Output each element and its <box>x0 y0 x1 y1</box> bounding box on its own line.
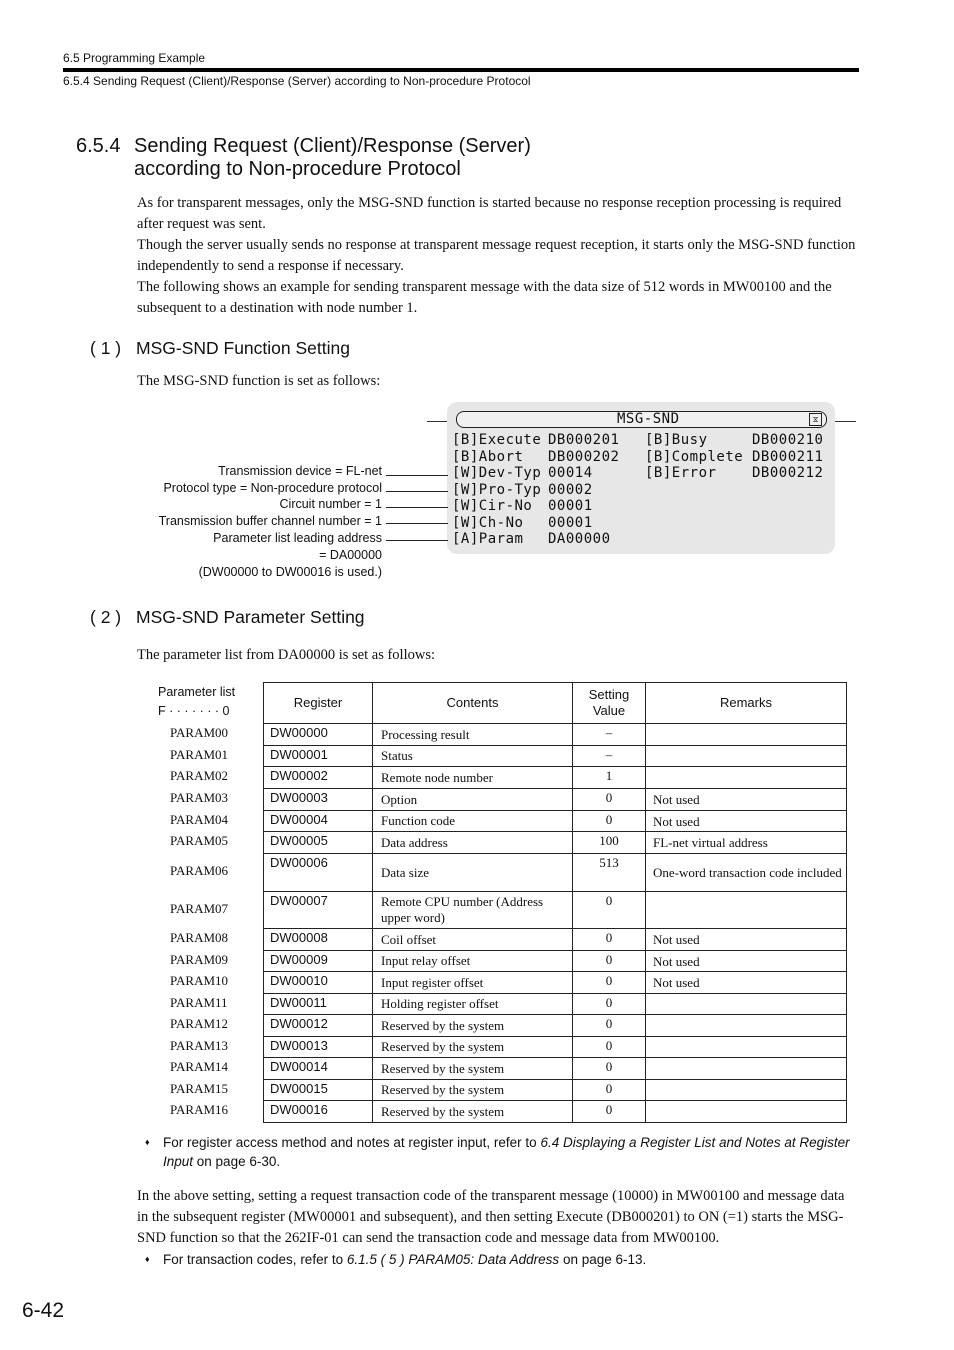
setting-value-cell: 0 <box>573 951 646 972</box>
msg-snd-function-block <box>447 402 835 554</box>
table-row <box>264 892 847 929</box>
label-param-list-range: (DW00000 to DW00016 is used.) <box>198 565 382 579</box>
table-row <box>264 994 847 1015</box>
parameter-list-header-bits: F · · · · · · · 0 <box>158 704 230 718</box>
note-reference: 6.1.5 ( 5 ) PARAM05: Data Address <box>346 1252 560 1267</box>
fb-row-0-right-value: DB000210 <box>752 432 824 448</box>
remarks-cell: Not used <box>646 972 847 994</box>
parameter-list-header <box>158 683 235 721</box>
table-row <box>264 1015 847 1037</box>
register-cell: DW00011 <box>264 994 373 1015</box>
contents-cell: Remote node number <box>373 767 573 789</box>
setting-value-cell: 100 <box>573 832 646 854</box>
contents-cell: Remote CPU number (Address upper word) <box>373 892 573 929</box>
table-row <box>264 1101 847 1123</box>
remarks-cell <box>646 1080 847 1101</box>
label-transmission-device: Transmission device = FL-net <box>218 464 382 478</box>
subsection-number-1: ( 1 ) <box>90 338 122 358</box>
fb-row-2-right-value: DB000212 <box>752 465 824 481</box>
parameter-name: PARAM13 <box>170 1038 229 1053</box>
parameter-name: PARAM03 <box>170 790 229 805</box>
register-cell: DW00006 <box>264 854 373 892</box>
remarks-cell: Not used <box>646 789 847 811</box>
table-row <box>264 929 847 951</box>
note-text: For register access method and notes at register input, refer to <box>163 1135 541 1150</box>
parameter-name: PARAM08 <box>170 930 229 945</box>
contents-cell: Input register offset <box>373 972 573 994</box>
parameter-name: PARAM05 <box>170 833 229 848</box>
remarks-cell: Not used <box>646 811 847 832</box>
fb-row-3-left: [W]Pro-Typ <box>452 482 542 498</box>
parameter-table <box>263 682 847 1123</box>
bullet-icon: ♦ <box>145 1254 150 1264</box>
table-row <box>264 972 847 994</box>
note-text: For transaction codes, refer to <box>163 1252 347 1267</box>
setting-value-cell: – <box>573 724 646 746</box>
parameter-name: PARAM11 <box>170 995 228 1010</box>
subsection-title-1: MSG-SND Function Setting <box>136 338 350 358</box>
fb-row-6-left: [A]Param <box>452 531 524 547</box>
register-cell: DW00013 <box>264 1037 373 1058</box>
parameter-name: PARAM12 <box>170 1016 229 1031</box>
fb-row-0-left: [B]Execute <box>452 432 542 448</box>
function-block-icon: ⧖ <box>809 413 822 426</box>
register-cell: DW00007 <box>264 892 373 929</box>
setting-value-cell: 0 <box>573 811 646 832</box>
parameter-table-header-row <box>264 683 847 724</box>
section-title-line2: according to Non-procedure Protocol <box>134 158 461 180</box>
parameter-name: PARAM02 <box>170 768 229 783</box>
column-header-register: Register <box>264 683 373 724</box>
running-header-subsection: 6.5.4 Sending Request (Client)/Response (Server) according to Non-procedure Protocol <box>63 74 531 88</box>
register-cell: DW00001 <box>264 746 373 767</box>
parameter-name: PARAM09 <box>170 952 229 967</box>
function-block-output-line <box>834 421 856 422</box>
subsection-title-2: MSG-SND Parameter Setting <box>136 607 365 627</box>
register-cell: DW00002 <box>264 767 373 789</box>
page-number: 6-42 <box>22 1299 65 1322</box>
function-block-title: MSG-SND <box>617 411 680 427</box>
contents-cell: Reserved by the system <box>373 1015 573 1037</box>
connector-param-list-address <box>386 540 448 541</box>
contents-cell: Holding register offset <box>373 994 573 1015</box>
register-cell: DW00016 <box>264 1101 373 1123</box>
fb-row-0-left-value: DB000201 <box>548 432 620 448</box>
fb-row-1-left: [B]Abort <box>452 449 524 465</box>
setting-value-cell: 0 <box>573 929 646 951</box>
table-row <box>264 1037 847 1058</box>
subsection-heading-2 <box>90 607 365 628</box>
fb-row-2-right: [B]Error <box>645 465 717 481</box>
label-protocol-type: Protocol type = Non-procedure protocol <box>163 481 382 495</box>
label-circuit-number: Circuit number = 1 <box>279 497 382 511</box>
table-row <box>264 767 847 789</box>
contents-cell: Data address <box>373 832 573 854</box>
parameter-table-body <box>264 724 847 1123</box>
contents-cell: Data size <box>373 854 573 892</box>
fb-row-4-left: [W]Cir-No <box>452 498 533 514</box>
subsection-heading-1 <box>90 338 350 359</box>
register-cell: DW00005 <box>264 832 373 854</box>
note-transaction-codes-text <box>145 1250 859 1269</box>
remarks-cell: FL-net virtual address <box>646 832 847 854</box>
table-row <box>264 724 847 746</box>
function-block-input-line <box>427 421 449 422</box>
column-header-remarks: Remarks <box>646 683 847 724</box>
section-title-line1: Sending Request (Client)/Response (Server) <box>134 135 531 157</box>
bullet-icon: ♦ <box>145 1137 150 1147</box>
register-cell: DW00000 <box>264 724 373 746</box>
register-cell: DW00008 <box>264 929 373 951</box>
setting-value-cell: 0 <box>573 789 646 811</box>
register-cell: DW00003 <box>264 789 373 811</box>
parameter-name: PARAM07 <box>170 901 229 916</box>
section-number: 6.5.4 <box>76 135 121 157</box>
register-cell: DW00014 <box>264 1058 373 1080</box>
closing-paragraph: In the above setting, setting a request transaction code of the transparent message (10000) in MW00100 and message data in the subsequent register (MW00001 and subsequent), and then setting Execute (DB000201) to ON (=1) starts the MSG-SND function so that the 262IF-01 can send the transaction code and message data from MW00100. <box>137 1188 845 1246</box>
register-cell: DW00004 <box>264 811 373 832</box>
running-header-section: 6.5 Programming Example <box>63 51 206 65</box>
register-cell: DW00009 <box>264 951 373 972</box>
parameter-name: PARAM01 <box>170 747 229 762</box>
contents-cell: Reserved by the system <box>373 1080 573 1101</box>
contents-cell: Reserved by the system <box>373 1101 573 1123</box>
parameter-name: PARAM04 <box>170 812 229 827</box>
remarks-cell <box>646 892 847 929</box>
column-header-contents: Contents <box>373 683 573 724</box>
setting-value-cell: 0 <box>573 1101 646 1123</box>
subsection-number-2: ( 2 ) <box>90 607 122 627</box>
table-row <box>264 1080 847 1101</box>
header-rule <box>63 68 859 72</box>
label-channel-number: Transmission buffer channel number = 1 <box>158 514 382 528</box>
note-reference: 6.4 Displaying a Register List and Notes at Register Input <box>163 1135 850 1169</box>
register-cell: DW00015 <box>264 1080 373 1101</box>
setting-value-cell: – <box>573 746 646 767</box>
table-row <box>264 951 847 972</box>
contents-cell: Status <box>373 746 573 767</box>
note-transaction-codes <box>145 1250 859 1269</box>
remarks-cell: Not used <box>646 929 847 951</box>
note-register-access <box>145 1133 859 1171</box>
remarks-cell <box>646 994 847 1015</box>
setting-value-cell: 0 <box>573 972 646 994</box>
connector-protocol-type <box>386 491 448 492</box>
connector-channel-number <box>386 523 448 524</box>
parameter-name: PARAM06 <box>170 863 229 878</box>
remarks-cell <box>646 1058 847 1080</box>
parameter-name: PARAM14 <box>170 1059 229 1074</box>
section-title <box>76 135 531 181</box>
parameter-name: PARAM00 <box>170 725 229 740</box>
fb-row-1-right: [B]Complete <box>645 449 744 465</box>
setting-value-cell: 0 <box>573 1037 646 1058</box>
fb-row-2-left: [W]Dev-Typ <box>452 465 542 481</box>
table-row <box>264 746 847 767</box>
intro-paragraph-1: As for transparent messages, only the MSG-SND function is started because no response reception processing is required after request was sent. <box>137 195 842 232</box>
column-header-setting-value: Setting Value <box>573 683 646 724</box>
setting-value-cell: 0 <box>573 1080 646 1101</box>
remarks-cell: Not used <box>646 951 847 972</box>
fb-row-1-right-value: DB000211 <box>752 449 824 465</box>
label-param-list-value: = DA00000 <box>319 548 382 562</box>
fb-row-5-left-value: 00001 <box>548 515 593 531</box>
table-row <box>264 854 847 892</box>
intro-paragraph-3: The following shows an example for sending transparent message with the data size of 512 words in MW00100 and the subsequent to a destination with node number 1. <box>137 279 832 316</box>
remarks-cell <box>646 1037 847 1058</box>
subsection-lead-2: The parameter list from DA00000 is set as follows: <box>137 647 435 663</box>
fb-row-2-left-value: 00014 <box>548 465 593 481</box>
register-cell: DW00012 <box>264 1015 373 1037</box>
remarks-cell <box>646 746 847 767</box>
setting-value-cell: 0 <box>573 1058 646 1080</box>
contents-cell: Coil offset <box>373 929 573 951</box>
fb-row-4-left-value: 00001 <box>548 498 593 514</box>
parameter-name: PARAM10 <box>170 973 229 988</box>
remarks-cell <box>646 767 847 789</box>
connector-circuit-number <box>386 507 448 508</box>
intro-text <box>137 193 859 319</box>
setting-value-cell: 1 <box>573 767 646 789</box>
setting-value-cell: 0 <box>573 1015 646 1037</box>
remarks-cell <box>646 1015 847 1037</box>
table-row <box>264 789 847 811</box>
parameter-list-header-title: Parameter list <box>158 685 236 699</box>
fb-row-1-left-value: DB000202 <box>548 449 620 465</box>
contents-cell: Processing result <box>373 724 573 746</box>
contents-cell: Reserved by the system <box>373 1037 573 1058</box>
table-row <box>264 811 847 832</box>
label-param-list-address: Parameter list leading address <box>213 531 382 545</box>
remarks-cell <box>646 724 847 746</box>
contents-cell: Function code <box>373 811 573 832</box>
remarks-cell <box>646 1101 847 1123</box>
contents-cell: Option <box>373 789 573 811</box>
function-block-title-bar <box>456 411 827 428</box>
contents-cell: Reserved by the system <box>373 1058 573 1080</box>
parameter-name: PARAM16 <box>170 1102 229 1117</box>
subsection-lead-1: The MSG-SND function is set as follows: <box>137 373 381 389</box>
setting-value-cell: 0 <box>573 994 646 1015</box>
setting-value-cell: 0 <box>573 892 646 929</box>
remarks-cell: One-word transaction code included <box>646 854 847 892</box>
note-register-access-text <box>145 1133 859 1171</box>
note-text-end: on page 6-13. <box>559 1252 647 1267</box>
table-row <box>264 832 847 854</box>
fb-row-6-left-value: DA00000 <box>548 531 611 547</box>
fb-row-3-left-value: 00002 <box>548 482 593 498</box>
fb-row-5-left: [W]Ch-No <box>452 515 524 531</box>
setting-value-cell: 513 <box>573 854 646 892</box>
table-row <box>264 1058 847 1080</box>
contents-cell: Input relay offset <box>373 951 573 972</box>
fb-row-0-right: [B]Busy <box>645 432 708 448</box>
intro-paragraph-2: Though the server usually sends no response at transparent message request reception, it starts only the MSG-SND function independently to send a response if necessary. <box>137 237 856 274</box>
note-text-end: on page 6-30. <box>193 1154 281 1169</box>
parameter-name: PARAM15 <box>170 1081 229 1096</box>
connector-transmission-device <box>386 475 448 476</box>
register-cell: DW00010 <box>264 972 373 994</box>
